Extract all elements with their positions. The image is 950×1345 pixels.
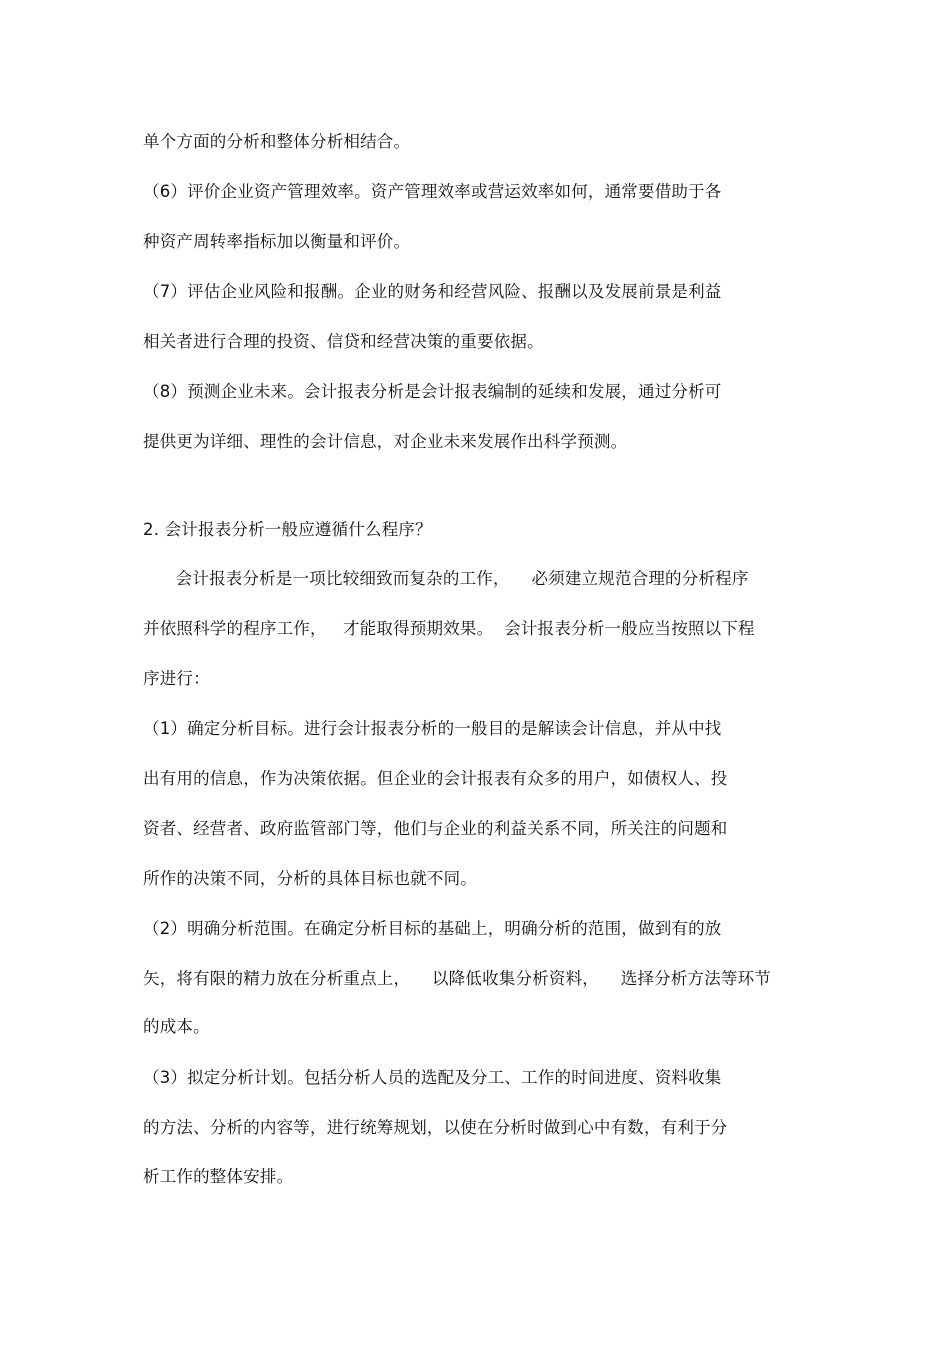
text-line: 的成本。 [143,1017,210,1036]
text-line: 所作的决策不同，分析的具体目标也就不同。 [143,869,477,888]
text-line: 提供更为详细、理性的会计信息，对企业未来发展作出科学预测。 [143,432,628,451]
text-line: 种资产周转率指标加以衡量和评价。 [143,232,411,251]
text-line: （6）评价企业资产管理效率。资产管理效率或营运效率如何，通常要借助于各 [143,182,722,201]
text-line: （3）拟定分析计划。包括分析人员的选配及分工、工作的时间进度、资料收集 [143,1068,722,1087]
text-line: （1）确定分析目标。进行会计报表分析的一般目的是解读会计信息，并从中找 [143,719,722,738]
section-heading: 2. 会计报表分析一般应遵循什么程序？ [143,520,432,539]
text-line: 矢，将有限的精力放在分析重点上， 以降低收集分析资料， 选择分析方法等环节 [143,969,772,988]
text-line: 会计报表分析是一项比较细致而复杂的工作， 必须建立规范合理的分析程序 [143,569,749,588]
text-line: 的方法、分析的内容等，进行统筹规划，以使在分析时做到心中有数，有利于分 [143,1118,728,1137]
text-line: 并依照科学的程序工作， 才能取得预期效果。 会计报表分析一般应当按照以下程 [143,619,755,638]
text-line: 相关者进行合理的投资、信贷和经营决策的重要依据。 [143,332,544,351]
text-line: 单个方面的分析和整体分析相结合。 [143,132,411,151]
text-line: （8）预测企业未来。会计报表分析是会计报表编制的延续和发展，通过分析可 [143,382,722,401]
text-line: 序进行： [143,669,210,688]
text-line: 析工作的整体安排。 [143,1167,294,1186]
text-line: （7）评估企业风险和报酬。企业的财务和经营风险、报酬以及发展前景是利益 [143,282,722,301]
text-line: 出有用的信息，作为决策依据。但企业的会计报表有众多的用户，如债权人、投 [143,769,728,788]
text-line: 资者、经营者、政府监管部门等，他们与企业的利益关系不同，所关注的问题和 [143,819,728,838]
text-line: （2）明确分析范围。在确定分析目标的基础上，明确分析的范围，做到有的放 [143,919,722,938]
